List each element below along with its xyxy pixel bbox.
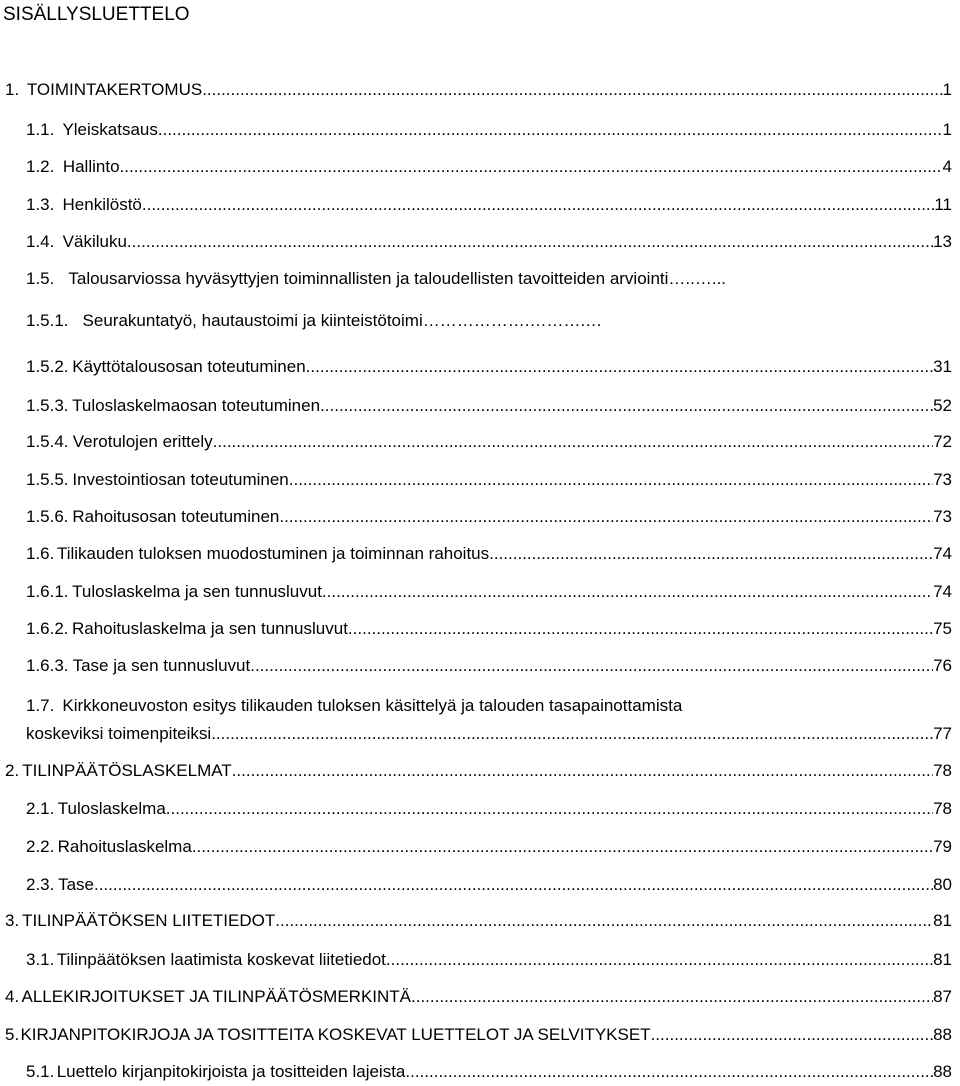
dot-leader: [348, 618, 933, 640]
toc-entry-title: Rahoituslaskelma ja sen tunnusluvut: [71, 619, 348, 638]
dot-leader: [202, 79, 942, 101]
toc-entry[interactable]: [26, 356, 952, 378]
toc-entry-title: Tase ja sen tunnusluvut: [72, 656, 251, 675]
dot-leader: ……………….……….…: [422, 311, 603, 330]
toc-entry[interactable]: [26, 581, 952, 603]
toc-entry-page: 52: [933, 396, 952, 415]
toc-entry[interactable]: [26, 1061, 952, 1083]
toc-entry-number: 4.: [5, 987, 20, 1006]
toc-entry-page: 88: [933, 1062, 952, 1081]
toc-entry-page: 73: [933, 507, 952, 526]
dot-leader: [489, 543, 933, 565]
toc-entry-page: 1: [942, 120, 952, 139]
toc-entry[interactable]: [5, 910, 952, 932]
toc-entry-title: Luettelo kirjanpitokirjoista ja tositteiden lajeista: [56, 1062, 406, 1081]
toc-entry-title: Investointiosan toteutuminen: [72, 470, 289, 489]
dot-leader: [158, 119, 943, 141]
toc-entry-number: 1.5.1.: [26, 311, 69, 330]
toc-entry[interactable]: [26, 231, 952, 253]
toc-entry-number: 3.1.: [26, 950, 55, 969]
toc-entry-number: 2.: [5, 761, 20, 780]
dot-leader: [411, 986, 933, 1008]
toc-entry[interactable]: [26, 618, 952, 640]
toc-entry-page: 13: [933, 232, 952, 251]
toc-entry[interactable]: [26, 469, 952, 491]
toc-entry-title: Tuloslaskelma ja sen tunnusluvut: [72, 582, 322, 601]
toc-entry-page: 76: [933, 656, 952, 675]
toc-entry-number: 1.1.: [26, 120, 55, 139]
dot-leader: [306, 356, 933, 378]
toc-entry-title: TILINPÄÄTÖSLASKELMAT: [22, 761, 232, 780]
toc-entry-title: Hallinto: [62, 157, 120, 176]
toc-entry-number: 1.5.: [26, 269, 55, 288]
toc-entry[interactable]: [26, 695, 682, 717]
toc-entry-page: 77: [933, 724, 952, 743]
toc-entry-page: 72: [933, 432, 952, 451]
toc-entry-page: 75: [933, 619, 952, 638]
toc-title: SISÄLLYSLUETTELO: [3, 4, 190, 25]
toc-entry-title: Yleiskatsaus: [62, 120, 158, 139]
toc-entry-title: Väkiluku: [62, 232, 127, 251]
toc-entry-number: 1.: [5, 80, 20, 99]
toc-entry-number: 1.6.1.: [26, 582, 69, 601]
dot-leader: [651, 1024, 934, 1046]
toc-entry[interactable]: [26, 949, 952, 971]
toc-entry-page: 73: [933, 470, 952, 489]
toc-entry-number: 5.1.: [26, 1062, 55, 1081]
toc-entry[interactable]: [26, 798, 952, 820]
toc-entry[interactable]: [26, 156, 952, 178]
toc-entry-number: 1.5.2.: [26, 357, 69, 376]
toc-entry-page: 81: [933, 950, 952, 969]
toc-entry-number: 1.3.: [26, 195, 55, 214]
toc-entry[interactable]: [26, 268, 726, 290]
toc-entry-page: 81: [933, 911, 952, 930]
toc-entry-page: 11: [934, 195, 952, 214]
toc-entry-title: Tase: [58, 875, 94, 894]
dot-leader: [289, 469, 933, 491]
toc-entry-title: TOIMINTAKERTOMUS: [26, 80, 203, 99]
toc-entry-number: 1.4.: [26, 232, 55, 251]
toc-entry-title: Seurakuntatyö, hautaustoimi ja kiinteistötoimi: [82, 311, 423, 330]
toc-entry-number: 1.6.3.: [26, 656, 69, 675]
dot-leader: [386, 949, 933, 971]
dot-leader: …..…...: [668, 269, 727, 288]
toc-entry-title: Kirkkoneuvoston esitys tilikauden tuloksen käsittelyä ja talouden tasapainottamista: [62, 696, 683, 715]
toc-entry-title: KIRJANPITOKIRJOJA JA TOSITTEITA KOSKEVAT LUETTELOT JA SELVITYKSET: [20, 1025, 651, 1044]
dot-leader: [94, 874, 933, 896]
toc-entry[interactable]: [26, 119, 952, 141]
toc-entry-page: 4: [942, 157, 952, 176]
toc-entry[interactable]: [26, 543, 952, 565]
toc-entry-number: 2.3.: [26, 875, 55, 894]
toc-entry[interactable]: [26, 310, 602, 332]
toc-entry-title-continuation: koskeviksi toimenpiteiksi: [26, 724, 212, 743]
toc-entry-page: 1: [942, 80, 952, 99]
toc-entry-page: 79: [933, 837, 952, 856]
toc-entry-page: 87: [933, 987, 952, 1006]
dot-leader: [213, 431, 933, 453]
toc-entry-page: 31: [933, 357, 952, 376]
toc-entry-title: Rahoitusosan toteutuminen: [72, 507, 280, 526]
toc-entry-page: 78: [933, 761, 952, 780]
toc-entry[interactable]: [26, 395, 952, 417]
dot-leader: [211, 723, 933, 745]
toc-entry-title: Henkilöstö: [62, 195, 142, 214]
toc-entry[interactable]: [26, 874, 952, 896]
dot-leader: [142, 194, 934, 216]
dot-leader: [275, 910, 933, 932]
toc-entry-title: Tuloslaskelmaosan toteutuminen: [72, 396, 321, 415]
toc-entry-title: Rahoituslaskelma: [57, 837, 192, 856]
dot-leader: [120, 156, 943, 178]
toc-entry-number: 1.5.6.: [26, 507, 69, 526]
toc-entry-title: Tilikauden tuloksen muodostuminen ja toiminnan rahoitus: [56, 544, 490, 563]
toc-entry-title: Tuloslaskelma: [57, 799, 166, 818]
dot-leader: [320, 395, 933, 417]
toc-entry-number: 1.6.2.: [26, 619, 69, 638]
dot-leader: [232, 760, 933, 782]
toc-entry[interactable]: [26, 655, 952, 677]
dot-leader: [127, 231, 933, 253]
toc-entry[interactable]: [26, 194, 952, 216]
dot-leader: [250, 655, 933, 677]
toc-entry-page: 80: [933, 875, 952, 894]
dot-leader: [405, 1061, 933, 1083]
toc-entry-title: Talousarviossa hyväsyttyjen toiminnallisten ja taloudellisten tavoitteiden arviointi: [68, 269, 669, 288]
toc-entry-number: 3.: [5, 911, 20, 930]
toc-entry-title: Tilinpäätöksen laatimista koskevat liitetiedot: [56, 950, 386, 969]
toc-entry-continuation[interactable]: [26, 723, 952, 745]
dot-leader: [279, 506, 933, 528]
dot-leader: [166, 798, 933, 820]
toc-entry-title: Käyttötalousosan toteutuminen: [72, 357, 306, 376]
toc-entry-title: Verotulojen erittely: [72, 432, 213, 451]
toc-entry-page: 74: [933, 582, 952, 601]
toc-entry-number: 1.7.: [26, 696, 55, 715]
dot-leader: [192, 836, 933, 858]
dot-leader: [322, 581, 933, 603]
toc-entry-number: 1.5.4.: [26, 432, 69, 451]
toc-entry-number: 1.6.: [26, 544, 55, 563]
toc-entry-number: 5.: [5, 1025, 20, 1044]
toc-entry-page: 78: [933, 799, 952, 818]
toc-entry-page: 74: [933, 544, 952, 563]
toc-entry-number: 1.2.: [26, 157, 55, 176]
toc-entry[interactable]: [26, 506, 952, 528]
toc-entry-number: 2.1.: [26, 799, 55, 818]
toc-entry-title: TILINPÄÄTÖKSEN LIITETIEDOT: [22, 911, 276, 930]
toc-entry-number: 2.2.: [26, 837, 55, 856]
toc-entry-number: 1.5.5.: [26, 470, 69, 489]
toc-entry[interactable]: [5, 760, 952, 782]
toc-entry[interactable]: [5, 79, 952, 101]
toc-entry-number: 1.5.3.: [26, 396, 69, 415]
toc-entry-title: ALLEKIRJOITUKSET JA TILINPÄÄTÖSMERKINTÄ: [21, 987, 412, 1006]
toc-entry[interactable]: [5, 1024, 952, 1046]
toc-entry[interactable]: [5, 986, 952, 1008]
toc-entry-page: 88: [933, 1025, 952, 1044]
toc-entry[interactable]: [26, 836, 952, 858]
toc-entry[interactable]: [26, 431, 952, 453]
